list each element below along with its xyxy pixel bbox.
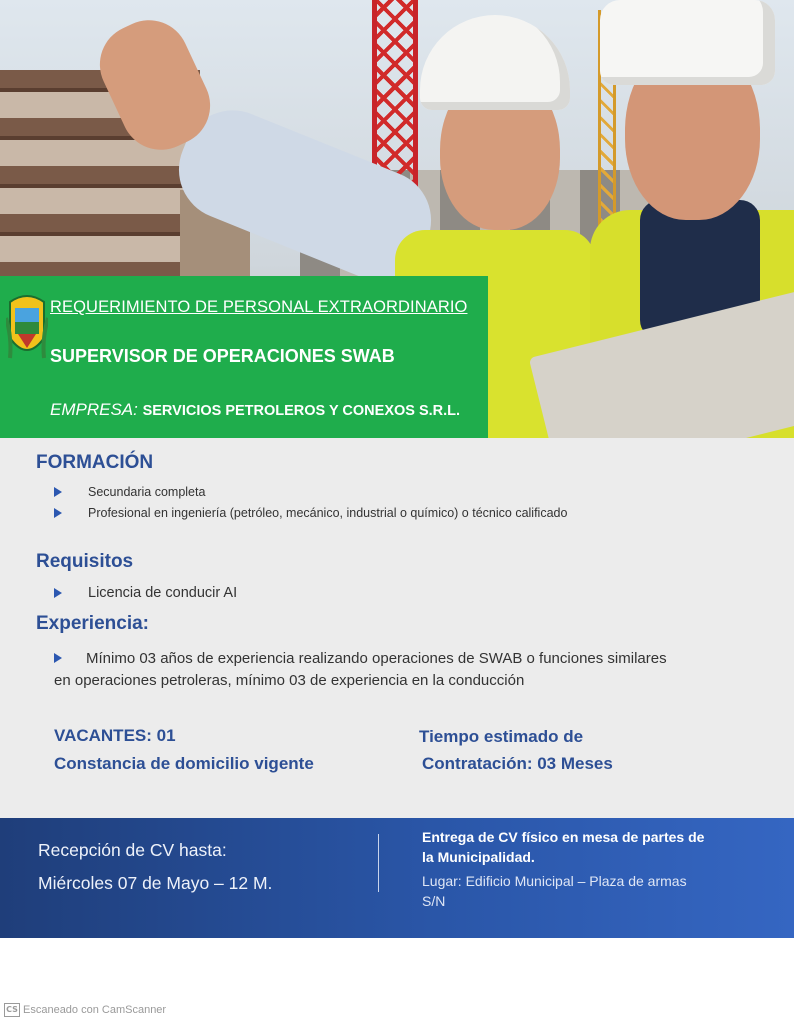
experiencia-heading: Experiencia: — [36, 613, 149, 634]
list-item — [54, 585, 237, 601]
reception-label: Recepción de CV hasta: — [38, 840, 227, 860]
bullet-icon — [54, 588, 62, 598]
constancia-label: Constancia de domicilio vigente — [54, 754, 314, 773]
bullet-icon — [54, 508, 62, 518]
company-line — [50, 400, 460, 420]
tiempo-label-line2: Contratación: 03 Meses — [422, 754, 613, 773]
tiempo-label-line1: Tiempo estimado de — [419, 727, 584, 746]
banner-title: REQUERIMIENTO DE PERSONAL EXTRAORDINARIO — [50, 298, 468, 316]
requisitos-item-1: Licencia de conducir AI — [88, 585, 238, 601]
formacion-item-2: Profesional en ingeniería (petróleo, mecánico, industrial o químico) o técnico calificado — [88, 506, 568, 520]
reception-date: Miércoles 07 de Mayo – 12 M. — [38, 873, 273, 893]
second-worker-hard-hat — [600, 0, 775, 85]
list-item — [54, 485, 205, 499]
list-item — [54, 506, 567, 520]
experiencia-text: Mínimo 03 años de experiencia realizando operaciones de SWAB o funciones similares en operaciones petroleras, mínimo 03 de experiencia en la conducción — [54, 650, 667, 689]
requisitos-heading: Requisitos — [36, 551, 134, 572]
camscanner-text: Escaneado con CamScanner — [23, 1004, 167, 1016]
delivery-location: Lugar: Edificio Municipal – Plaza de armas S/N — [422, 873, 687, 909]
municipal-crest-icon — [6, 288, 48, 370]
bullet-icon — [54, 653, 62, 663]
vacantes-label: VACANTES: 01 — [54, 726, 176, 745]
experiencia-text-block — [54, 648, 674, 692]
delivery-instructions: Entrega de CV físico en mesa de partes de la Municipalidad. — [422, 829, 705, 865]
job-banner — [0, 276, 488, 438]
camscanner-watermark — [4, 1003, 166, 1017]
formacion-heading: FORMACIÓN — [36, 452, 154, 473]
footer-divider — [378, 834, 379, 892]
camscanner-logo-icon: CS — [4, 1003, 20, 1017]
formacion-item-1: Secundaria completa — [88, 485, 206, 499]
job-role-title: SUPERVISOR DE OPERACIONES SWAB — [50, 346, 395, 366]
worker-hard-hat — [420, 15, 570, 110]
cv-reception-footer — [0, 818, 794, 938]
company-label: EMPRESA: — [50, 400, 138, 419]
bullet-icon — [54, 487, 62, 497]
company-name: SERVICIOS PETROLEROS Y CONEXOS S.R.L. — [142, 403, 461, 419]
